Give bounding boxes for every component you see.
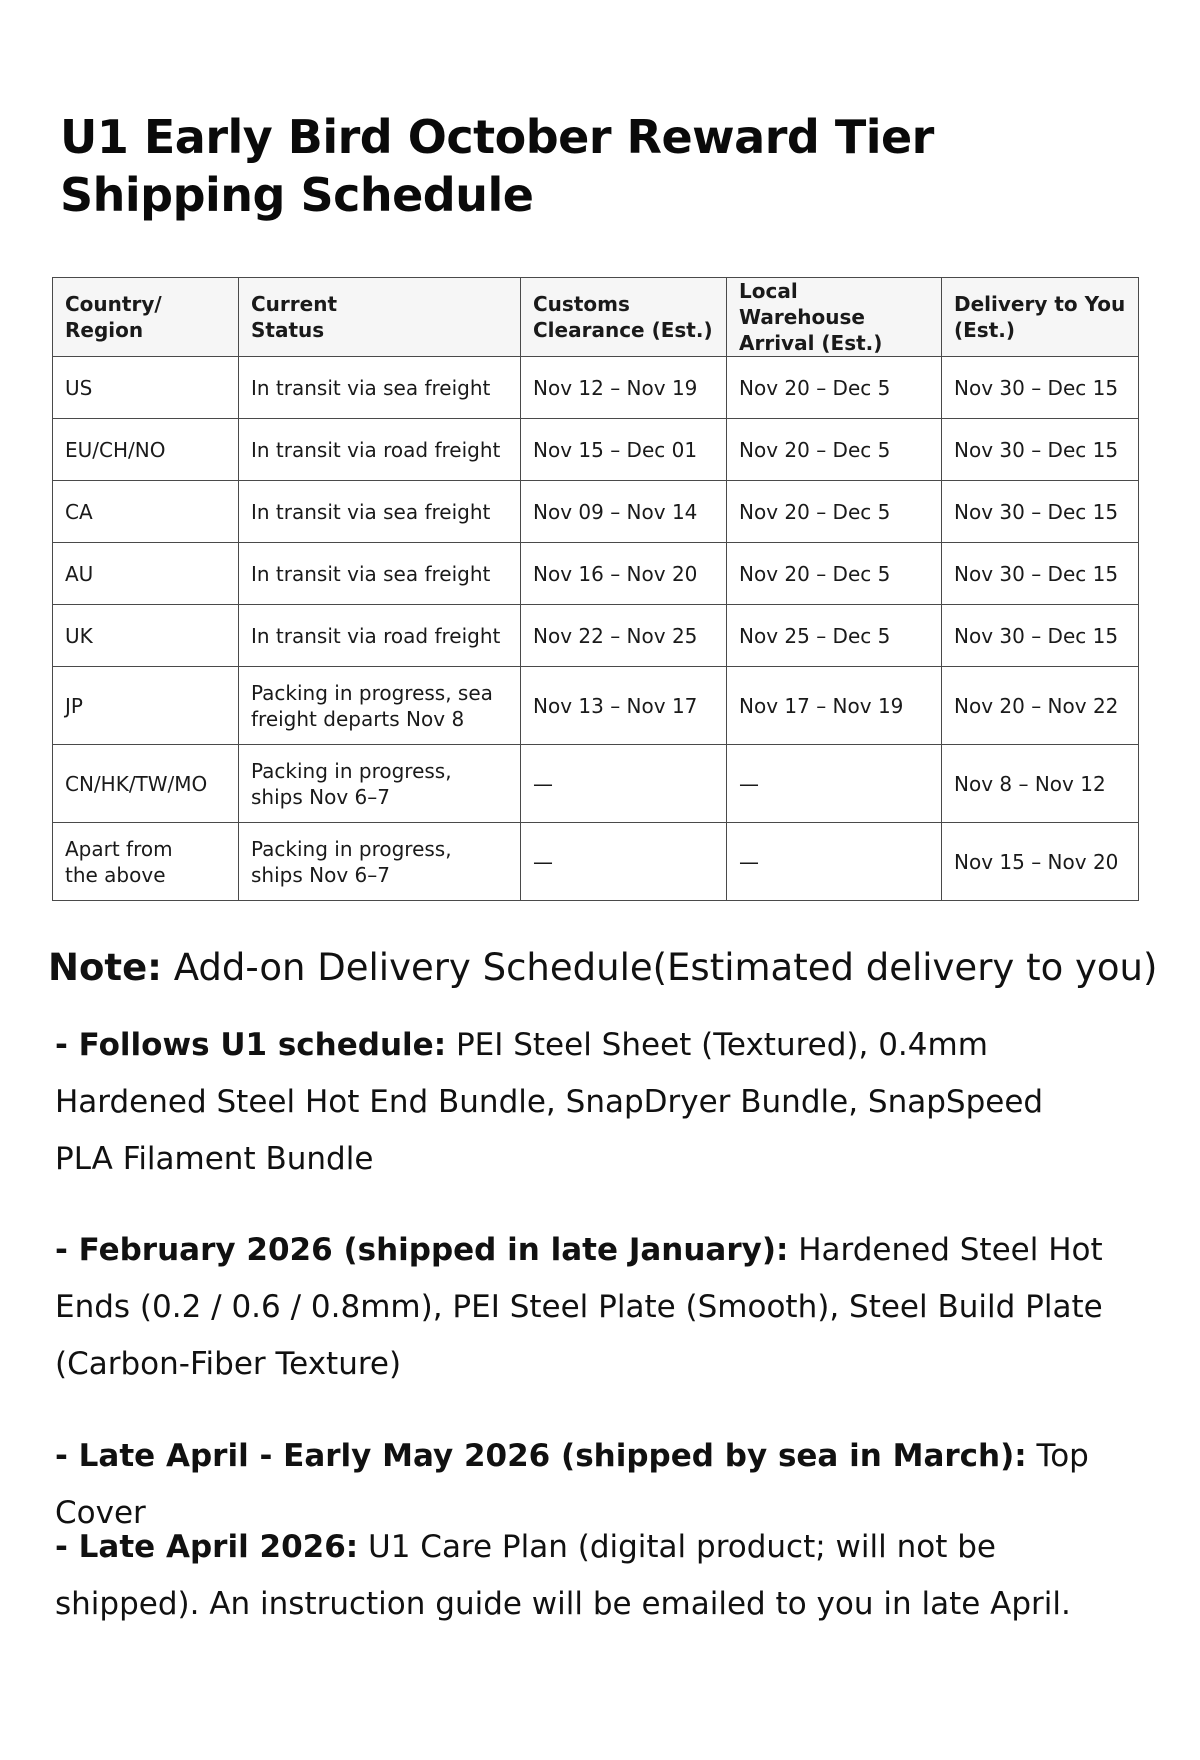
- cell-status: Packing in progress, sea freight departs Nov 8: [239, 667, 521, 745]
- header-customs-clearance: Customs Clearance (Est.): [521, 278, 727, 357]
- header-local-warehouse-arrival: Local Warehouse Arrival (Est.): [727, 278, 942, 357]
- cell-region: Apart from the above: [53, 823, 239, 901]
- cell-delivery: Nov 30 – Dec 15: [942, 481, 1139, 543]
- cell-customs: Nov 16 – Nov 20: [521, 543, 727, 605]
- cell-warehouse: —: [727, 745, 942, 823]
- addon-item-label: Follows U1 schedule:: [78, 1027, 447, 1063]
- cell-delivery: Nov 8 – Nov 12: [942, 745, 1139, 823]
- cell-status: Packing in progress, ships Nov 6–7: [239, 745, 521, 823]
- cell-delivery: Nov 30 – Dec 15: [942, 357, 1139, 419]
- cell-status: In transit via road freight: [239, 605, 521, 667]
- cell-customs: Nov 13 – Nov 17: [521, 667, 727, 745]
- cell-status: Packing in progress, ships Nov 6–7: [239, 823, 521, 901]
- table-row: [53, 419, 1139, 481]
- cell-status: In transit via sea freight: [239, 481, 521, 543]
- cell-status: In transit via sea freight: [239, 357, 521, 419]
- cell-status: In transit via sea freight: [239, 543, 521, 605]
- cell-region: AU: [53, 543, 239, 605]
- addon-item: - Follows U1 schedule: PEI Steel Sheet (Textured), 0.4mm Hardened Steel Hot End Bundle, SnapDryer Bundle, SnapSpeed PLA Filament Bundle: [55, 1027, 1044, 1177]
- header-country-region: Country/ Region: [53, 278, 239, 357]
- table-row: [53, 605, 1139, 667]
- addon-item: - February 2026 (shipped in late January): Hardened Steel Hot Ends (0.2 / 0.6 / 0.8mm), PEI Steel Plate (Smooth), Steel Build Plate (Carbon-Fiber Texture): [55, 1232, 1103, 1382]
- cell-region: UK: [53, 605, 239, 667]
- cell-region: US: [53, 357, 239, 419]
- note-text: Add-on Delivery Schedule(Estimated delivery to you): [161, 946, 1158, 989]
- header-current-status: Current Status: [239, 278, 521, 357]
- cell-warehouse: Nov 20 – Dec 5: [727, 357, 942, 419]
- cell-warehouse: Nov 20 – Dec 5: [727, 419, 942, 481]
- cell-region: CA: [53, 481, 239, 543]
- cell-region: EU/CH/NO: [53, 419, 239, 481]
- addon-item-label: Late April 2026:: [78, 1529, 359, 1565]
- cell-status: In transit via road freight: [239, 419, 521, 481]
- cell-delivery: Nov 30 – Dec 15: [942, 419, 1139, 481]
- page-title: [60, 108, 1120, 224]
- note-label: Note:: [48, 946, 162, 989]
- cell-customs: —: [521, 823, 727, 901]
- table-row: [53, 543, 1139, 605]
- addon-note-heading: [48, 942, 1158, 994]
- table-row: [53, 481, 1139, 543]
- addon-item: - Late April 2026: U1 Care Plan (digital product; will not be shipped). An instruction guide will be emailed to you in late April.: [55, 1529, 1071, 1622]
- table-row: [53, 667, 1139, 745]
- addon-item: - Late April - Early May 2026 (shipped by sea in March): Top Cover: [55, 1438, 1089, 1531]
- cell-warehouse: Nov 20 – Dec 5: [727, 481, 942, 543]
- title-line-1: U1 Early Bird October Reward Tier: [60, 110, 934, 164]
- cell-delivery: Nov 20 – Nov 22: [942, 667, 1139, 745]
- cell-warehouse: —: [727, 823, 942, 901]
- cell-warehouse: Nov 20 – Dec 5: [727, 543, 942, 605]
- cell-customs: Nov 12 – Nov 19: [521, 357, 727, 419]
- table-header-row: [53, 278, 1139, 357]
- cell-warehouse: Nov 25 – Dec 5: [727, 605, 942, 667]
- addon-item-label: February 2026 (shipped in late January):: [78, 1232, 789, 1268]
- table-row: [53, 823, 1139, 901]
- cell-customs: Nov 22 – Nov 25: [521, 605, 727, 667]
- table-row: [53, 745, 1139, 823]
- cell-delivery: Nov 30 – Dec 15: [942, 605, 1139, 667]
- cell-customs: Nov 09 – Nov 14: [521, 481, 727, 543]
- cell-region: CN/HK/TW/MO: [53, 745, 239, 823]
- cell-warehouse: Nov 17 – Nov 19: [727, 667, 942, 745]
- cell-delivery: Nov 15 – Nov 20: [942, 823, 1139, 901]
- shipping-schedule-table: [52, 277, 1139, 901]
- header-delivery-to-you: Delivery to You (Est.): [942, 278, 1139, 357]
- cell-customs: —: [521, 745, 727, 823]
- cell-customs: Nov 15 – Dec 01: [521, 419, 727, 481]
- title-line-2: Shipping Schedule: [60, 168, 534, 222]
- addon-item-label: Late April - Early May 2026 (shipped by sea in March):: [78, 1438, 1027, 1474]
- cell-region: JP: [53, 667, 239, 745]
- table-row: [53, 357, 1139, 419]
- cell-delivery: Nov 30 – Dec 15: [942, 543, 1139, 605]
